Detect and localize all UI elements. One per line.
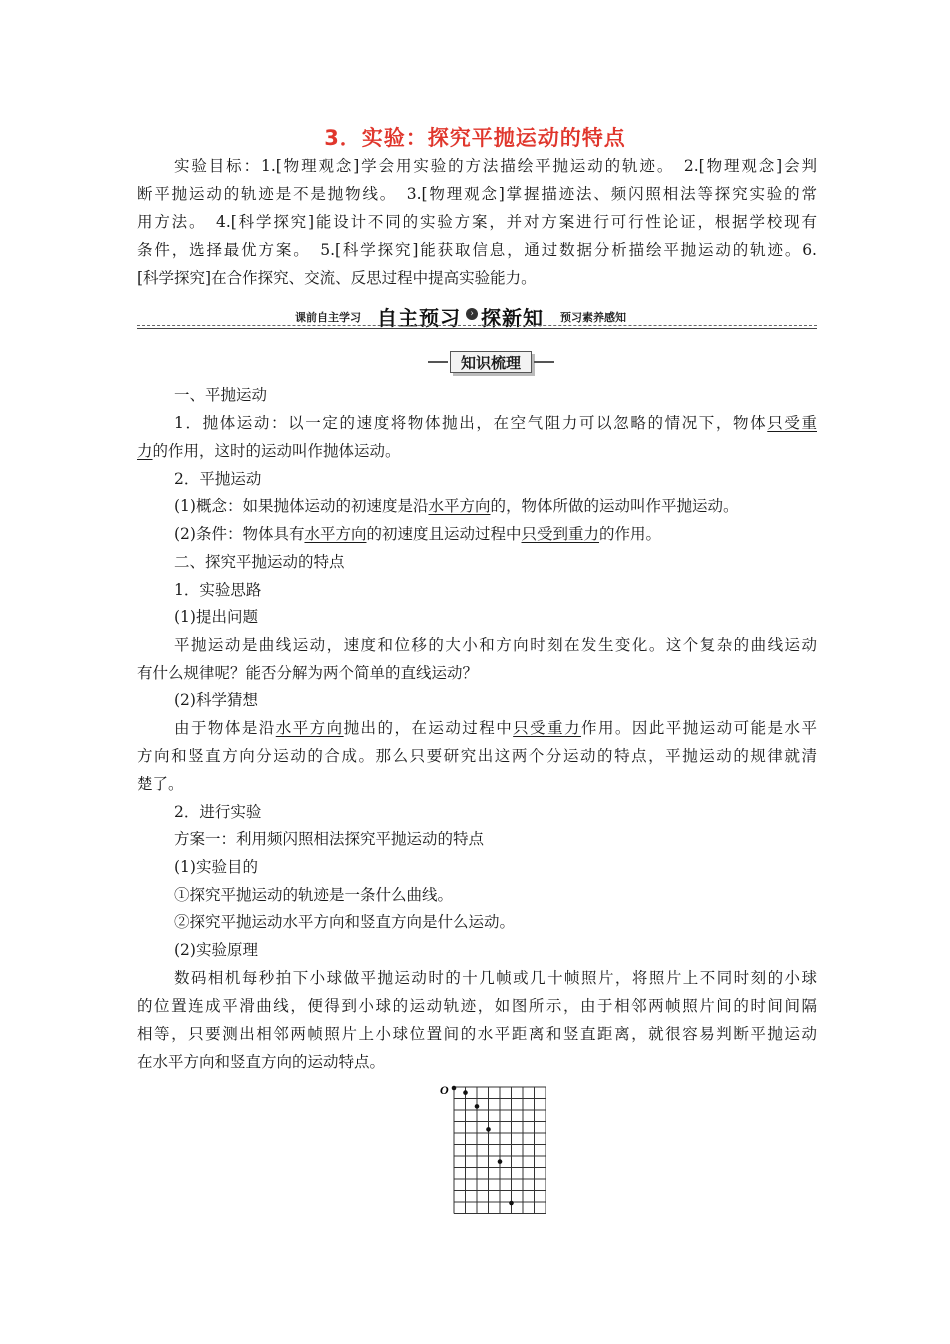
ball-dot — [498, 1159, 503, 1164]
para-concept — [174, 496, 854, 516]
para-paoti-line-2 — [137, 441, 817, 461]
text-run: 的作用。 — [599, 525, 662, 543]
banner-right-text: 预习素养感知 — [560, 311, 626, 324]
heading-principle: (2)实验原理 — [174, 941, 258, 959]
para-hypothesis-line-2: 方向和竖直方向分运动的合成。那么只要研究出这两个分运动的特点，平抛运动的规律就清 — [137, 747, 817, 765]
text-run: 1．抛体运动：以一定的速度将物体抛出，在空气阻力可以忽略的情况下，物体 — [174, 414, 768, 432]
banner-arrow-icon: › — [466, 308, 478, 320]
text-run: 的作用，这时的运动叫作抛体运动。 — [152, 442, 401, 460]
ball-positions — [452, 1086, 514, 1206]
para-question-line-2: 有什么规律呢？能否分解为两个简单的直线运动？ — [137, 664, 479, 682]
para-principle-line-3: 相等，只要测出相邻两帧照片上小球位置间的水平距离和竖直距离，就很容易判断平抛运动 — [137, 1025, 817, 1043]
objectives-line-1: 实验目标：1.[物理观念]学会用实验的方法描绘平抛运动的轨迹。 2.[物理观念]会判 — [174, 157, 817, 175]
strobe-grid-figure — [436, 1082, 546, 1216]
para-hypothesis-line-1 — [174, 718, 817, 738]
blank-answer: 只受重力 — [513, 719, 582, 737]
purpose-item-2: ②探究平抛运动水平方向和竖直方向是什么运动。 — [174, 913, 516, 931]
blank-answer: 水平方向 — [304, 525, 367, 543]
blank-answer: 力 — [137, 442, 153, 460]
origin-label: O — [440, 1083, 449, 1097]
banner-rule-solid — [137, 328, 817, 329]
para-condition — [174, 524, 854, 544]
para-principle-line-1: 数码相机每秒拍下小球做平抛运动时的十几帧或几十帧照片，将照片上不同时刻的小球 — [174, 969, 817, 987]
knowledge-dash-right — [534, 361, 554, 363]
para-paoti-line-1 — [174, 413, 817, 433]
para-principle-line-4: 在水平方向和竖直方向的运动特点。 — [137, 1053, 386, 1071]
text-run: 抛出的，在运动过程中 — [343, 719, 514, 737]
banner-rule-dashed — [137, 325, 817, 326]
blank-answer: 只受到重力 — [521, 525, 600, 543]
ball-dot — [475, 1104, 480, 1109]
objectives-line-4: 条件，选择最优方案。 5.[科学探究]能获取信息，通过数据分析描绘平抛运动的轨迹。6. — [137, 241, 817, 259]
page-title: 3．实验：探究平抛运动的特点 — [324, 126, 626, 150]
text-run: 的初速度且运动过程中 — [366, 525, 522, 543]
heading-purpose: (1)实验目的 — [174, 858, 258, 876]
banner-main-2: 探新知 — [481, 306, 544, 330]
text-run: (1)概念：如果抛体运动的初速度是沿 — [174, 497, 429, 515]
text-run: (2)条件：物体具有 — [174, 525, 305, 543]
objectives-line-2: 断平抛运动的轨迹是不是抛物线。 3.[物理观念]掌握描迹法、频闪照相法等探究实验的常 — [137, 185, 817, 203]
knowledge-dash-left — [428, 361, 448, 363]
grid-lines — [454, 1087, 546, 1214]
para-question-line-1: 平抛运动是曲线运动，速度和位移的大小和方向时刻在发生变化。这个复杂的曲线运动 — [174, 636, 817, 654]
text-run: 作用。因此平抛运动可能是水平 — [581, 719, 817, 737]
ball-dot — [463, 1090, 468, 1095]
banner-main-1: 自主预习 — [377, 306, 461, 330]
text-run: 的，物体所做的运动叫作平抛运动。 — [490, 497, 739, 515]
heading-idea: 1．实验思路 — [174, 581, 262, 599]
heading-plan-one: 方案一：利用频闪照相法探究平抛运动的特点 — [174, 830, 485, 848]
heading-experiment: 2．进行实验 — [174, 803, 262, 821]
purpose-item-1: ①探究平抛运动的轨迹是一条什么曲线。 — [174, 886, 454, 904]
objectives-line-3: 用方法。 4.[科学探究]能设计不同的实验方案，并对方案进行可行性论证，根据学校现有 — [137, 213, 817, 231]
blank-answer: 水平方向 — [275, 719, 344, 737]
para-principle-line-2: 的位置连成平滑曲线，便得到小球的运动轨迹，如图所示，由于相邻两帧照片间的时间间隔 — [137, 997, 817, 1015]
heading-question: (1)提出问题 — [174, 608, 258, 626]
heading-pingpao: 一、平抛运动 — [174, 386, 268, 404]
ball-dot — [486, 1127, 491, 1132]
banner-left-text: 课前自主学习 — [295, 311, 361, 324]
knowledge-label: 知识梳理 — [460, 354, 521, 372]
heading-pingpao-motion: 2．平抛运动 — [174, 470, 262, 488]
heading-hypothesis: (2)科学猜想 — [174, 691, 258, 709]
heading-explore: 二、探究平抛运动的特点 — [174, 553, 345, 571]
ball-dot — [452, 1086, 457, 1091]
ball-dot — [509, 1201, 514, 1206]
blank-answer: 只受重 — [767, 414, 817, 432]
blank-answer: 水平方向 — [428, 497, 491, 515]
knowledge-tag — [428, 351, 554, 373]
objectives-line-5: [科学探究]在合作探究、交流、反思过程中提高实验能力。 — [137, 269, 537, 287]
para-hypothesis-line-3: 楚了。 — [137, 775, 184, 793]
section-banner — [295, 301, 655, 330]
text-run: 由于物体是沿 — [174, 719, 276, 737]
